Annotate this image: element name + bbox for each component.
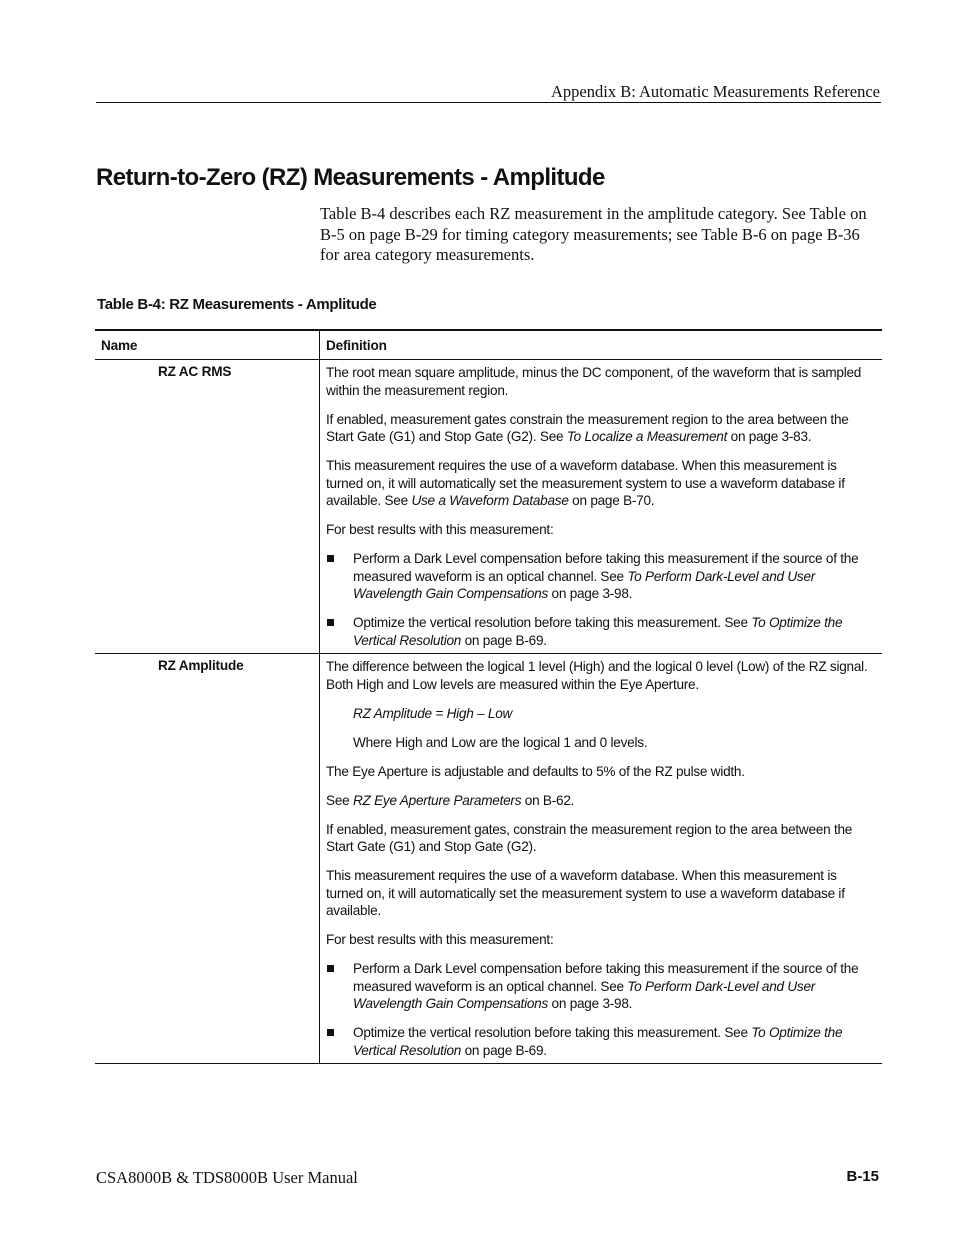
formula: RZ Amplitude = High – Low [353,705,513,721]
definition-paragraph: The Eye Aperture is adjustable and defaults to 5% of the RZ pulse width. [326,763,745,779]
table-row [95,654,882,1064]
table-row [95,360,882,654]
bullet-item: Optimize the vertical resolution before taking this measurement. See To Optimize the Vertical Resolution on page B-69. [326,1024,876,1059]
definition-paragraph: For best results with this measurement: [326,522,554,537]
cross-reference: To Localize a Measurement [566,429,728,444]
definition-paragraph: If enabled, measurement gates constrain the measurement region to the area between the Start Gate (G1) and Stop Gate (G2). See To Localize a Measurement on page 3-83. [326,411,849,444]
definition-paragraph: See RZ Eye Aperture Parameters on B-62. [326,792,575,808]
square-bullet-icon [327,965,334,972]
formula-note: Where High and Low are the logical 1 and 0 levels. [353,734,648,750]
header-rule [96,102,881,103]
definition-paragraph: For best results with this measurement: [326,932,554,947]
bullet-item: Perform a Dark Level compensation before taking this measurement if the source of the measured waveform is an optical channel. See To Perform Dark-Level and User Wavelength Gain Compensations on page 3-98. [326,960,876,1013]
definition-paragraph: The difference between the logical 1 level (High) and the logical 0 level (Low) of the RZ signal. Both High and Low levels are measured within the Eye Aperture. [326,659,868,692]
table-header-row [95,331,882,360]
definition-paragraph: This measurement requires the use of a waveform database. When this measurement is turned on, it will automatically set the measurement system to use a waveform database if available. [326,868,845,918]
cross-reference: To Optimize the Vertical Resolution [353,1025,843,1058]
cross-reference: To Optimize the Vertical Resolution [353,615,843,648]
intro-paragraph: Table B-4 describes each RZ measurement in the amplitude category. See Table on B-5 on page B-29 for timing category measurements; see Table B-6 on page B-36 for area category measurements. [320,204,867,264]
square-bullet-icon [327,619,334,626]
bullet-item: Perform a Dark Level compensation before taking this measurement if the source of the measured waveform is an optical channel. See To Perform Dark-Level and User Wavelength Gain Compensations on page 3-98. [326,550,876,603]
name-cell [95,654,320,1063]
definition-paragraph: If enabled, measurement gates, constrain the measurement region to the area between the Start Gate (G1) and Stop Gate (G2). [326,821,853,854]
column-header-name: Name [95,331,320,359]
measurement-name: RZ Amplitude [158,658,244,673]
definition-paragraph: The root mean square amplitude, minus the DC component, of the waveform that is sampled within the measurement region. [326,365,862,398]
cross-reference: Use a Waveform Database [411,493,569,508]
square-bullet-icon [327,555,334,562]
name-cell [95,360,320,653]
measurements-table [95,329,882,1064]
square-bullet-icon [327,1029,334,1036]
footer-page-number: B-15 [846,1168,879,1185]
definition-cell [320,654,882,1063]
cross-reference: RZ Eye Aperture Parameters [352,792,522,808]
cross-reference: To Perform Dark-Level and User Wavelength Gain Compensations [353,568,816,601]
cross-reference: To Perform Dark-Level and User Wavelength Gain Compensations [353,978,816,1011]
running-header: Appendix B: Automatic Measurements Reference [551,82,880,101]
column-header-definition: Definition [326,338,387,353]
measurement-name: RZ AC RMS [158,364,232,379]
definition-cell [320,360,882,653]
bullet-item: Optimize the vertical resolution before taking this measurement. See To Optimize the Vertical Resolution on page B-69. [326,614,876,649]
section-title: Return-to-Zero (RZ) Measurements - Amplitude [96,164,605,191]
table-caption: Table B-4: RZ Measurements - Amplitude [97,296,377,313]
footer-manual-title: CSA8000B & TDS8000B User Manual [96,1168,358,1187]
definition-paragraph: This measurement requires the use of a waveform database. When this measurement is turned on, it will automatically set the measurement system to use a waveform database if available. See Use a Waveform Database on page B-70. [326,458,845,508]
